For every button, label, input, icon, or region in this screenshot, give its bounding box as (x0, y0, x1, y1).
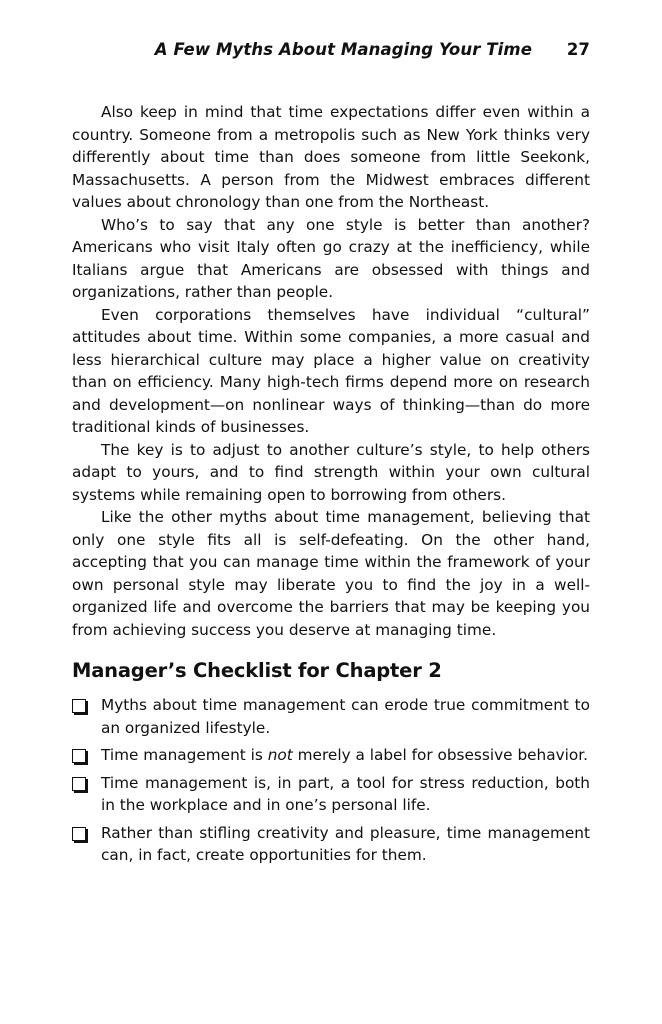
checkbox-icon (72, 777, 86, 791)
running-head (72, 40, 590, 66)
body-text (72, 101, 590, 641)
checklist-item (72, 694, 590, 739)
paragraph: Who’s to say that any one style is better than another? Americans who visit Italy often go crazy at the inefficiency, while Italians argue that Americans are obsessed with things and organizations, rather than people. (72, 215, 590, 301)
managers-checklist (72, 694, 590, 872)
page-number: 27 (566, 40, 590, 59)
checklist-heading: Manager’s Checklist for Chapter 2 (72, 659, 442, 682)
checkbox-icon (72, 749, 86, 763)
checklist-item-text-end: merely a label for obsessive behavior. (292, 746, 589, 764)
checkbox-icon (72, 699, 86, 713)
checklist-item (72, 744, 590, 767)
paragraph: Like the other myths about time management, believing that only one style fits all is self-defeating. On the other hand, accepting that you can manage time within the framework of your own personal style may liberate you to find the joy in a well-organized life and overcome the barriers that may be keeping you from achieving success you deserve at managing time. (72, 508, 590, 639)
running-title: A Few Myths About Managing Your Time (154, 40, 532, 59)
checklist-item-emphasis: not (267, 746, 293, 764)
checklist-item-text: Time management is, in part, a tool for stress reduction, both in the workplace and in one’s personal life. (101, 773, 590, 814)
checklist-item-text: Myths about time management can erode true commitment to an organized lifestyle. (101, 696, 590, 737)
paragraph: Even corporations themselves have individual “cultural” attitudes about time. Within some companies, a more casual and less hierarchical culture may place a higher value on creativity than on efficiency. Many high-tech firms depend more on research and development—on nonlinear ways of thinking—than do more traditional kinds of businesses. (72, 305, 590, 436)
checklist-item-text: Rather than stifling creativity and pleasure, time management can, in fact, create opportunities for them. (101, 823, 590, 864)
checkbox-icon (72, 827, 86, 841)
paragraph: The key is to adjust to another culture’s style, to help others adapt to yours, and to find strength within your own cultural systems while remaining open to borrowing from others. (72, 440, 590, 504)
checklist-item (72, 772, 590, 817)
paragraph: Also keep in mind that time expectations differ even within a country. Someone from a metropolis such as New York thinks very differently about time than does someone from little Seekonk, Massachusetts. A person from the Midwest embraces different values about chronology than one from the Northeast. (72, 103, 590, 211)
checklist-item-text-start: Time management is (101, 746, 268, 764)
checklist-item (72, 822, 590, 867)
